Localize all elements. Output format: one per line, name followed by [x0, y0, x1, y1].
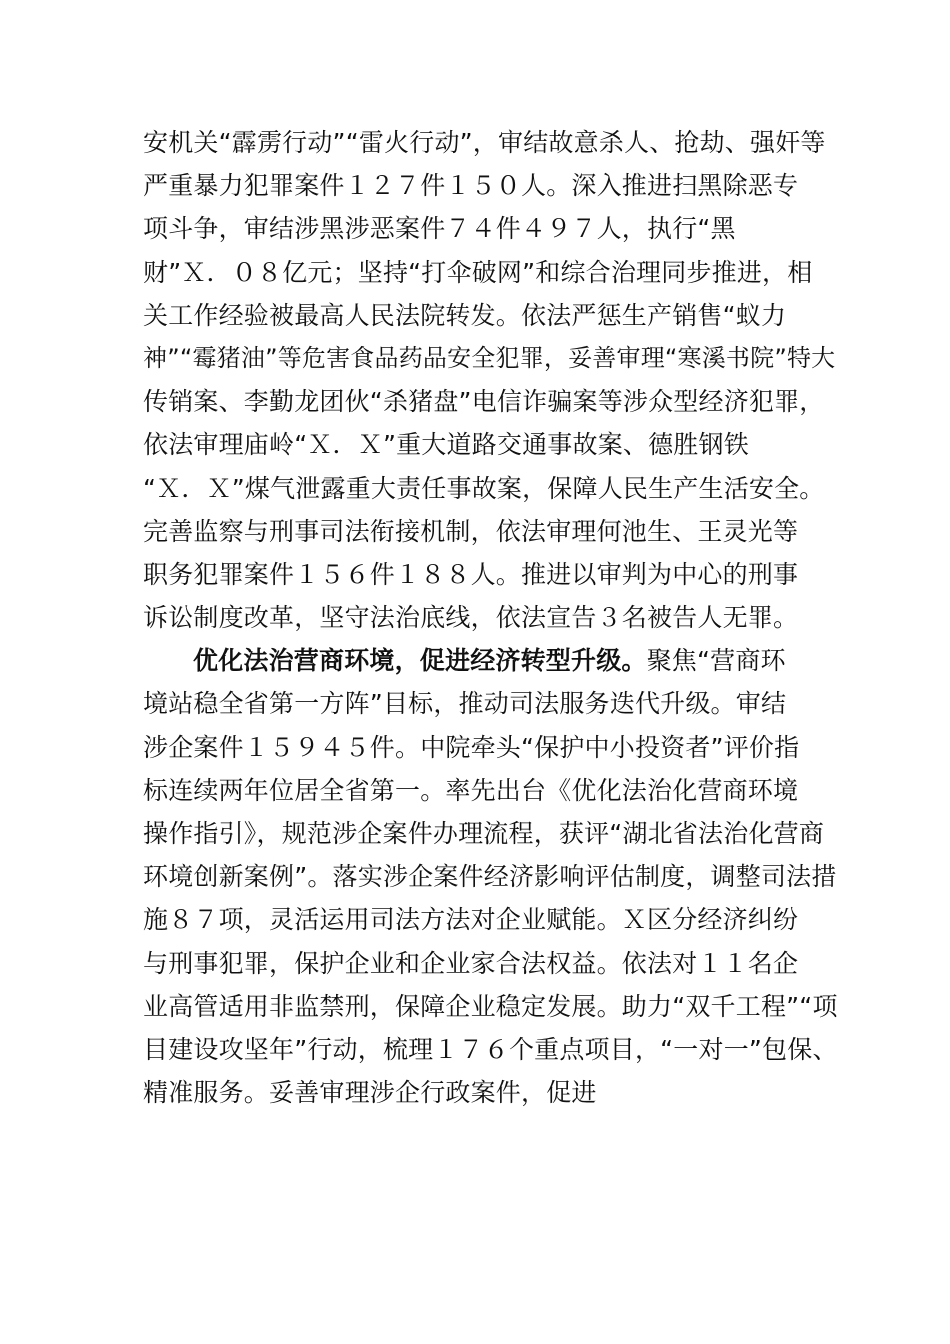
text-line: 标连续两年位居全省第一。率先出台《优化法治化营商环境 [143, 775, 799, 805]
text-line: 完善监察与刑事司法衔接机制，依法审理何池生、王灵光等 [143, 516, 799, 546]
text-line: 施８７项，灵活运用司法方法对企业赋能。Ｘ区分经济纠纷 [143, 905, 799, 935]
text-line: “Ｘ．Ｘ”煤气泄露重大责任事故案，保障人民生产生活安全。 [143, 473, 825, 503]
text-line: 项斗争，审结涉黑涉恶案件７４件４９７人，执行“黑 [143, 214, 736, 244]
text-line: 诉讼制度改革，坚守法治底线，依法宣告３名被告人无罪。 [143, 603, 799, 633]
text-line: 财”Ｘ．０８亿元；坚持“打伞破网”和综合治理同步推进，相 [143, 257, 813, 287]
paragraph-first-line [143, 639, 843, 682]
text-line: 境站稳全省第一方阵”目标，推动司法服务迭代升级。审结 [143, 689, 787, 719]
text-line: 目建设攻坚年”行动，梳理１７６个重点项目，“一对一”包保、 [143, 1034, 838, 1064]
text-line: 环境创新案例”。落实涉企案件经济影响评估制度，调整司法措 [143, 862, 837, 892]
text-line: 职务犯罪案件１５６件１８８人。推进以审判为中心的刑事 [143, 559, 799, 589]
text-line: 操作指引》，规范涉企案件办理流程，获评“湖北省法治化营商 [143, 819, 825, 848]
paragraph-heading: 优化法治营商环境，促进经济转型升级。 [193, 646, 647, 676]
text-line: 业高管适用非监禁刑，保障企业稳定发展。助力“双千工程”“项 [143, 991, 838, 1021]
text-line: 涉企案件１５９４５件。中院牵头“保护中小投资者”评价指 [143, 732, 800, 762]
text-line: 与刑事犯罪，保护企业和企业家合法权益。依法对１１名企 [143, 948, 799, 978]
document-body [143, 121, 843, 1114]
text-line: 严重暴力犯罪案件１２７件１５０人。深入推进扫黑除恶专 [143, 171, 799, 201]
text-line: 关工作经验被最高人民法院转发。依法严惩生产销售“蚁力 [143, 300, 787, 330]
paragraph-criminal-trials [143, 121, 843, 639]
text-line: 神”“霉猪油”等危害食品药品安全犯罪，妥善审理“寒溪书院”特大 [143, 343, 836, 372]
paragraph-first-line-text: 聚焦“营商环 [646, 646, 786, 676]
text-line: 传销案、李勤龙团伙“杀猪盘”电信诈骗案等涉众型经济犯罪， [143, 387, 825, 417]
text-line: 依法审理庙岭“Ｘ．Ｘ”重大道路交通事故案、德胜钢铁 [143, 430, 749, 460]
text-line: 精准服务。妥善审理涉企行政案件，促进 [143, 1078, 597, 1108]
text-line: 安机关“霹雳行动”“雷火行动”，审结故意杀人、抢劫、强奸等 [143, 128, 826, 157]
paragraph-business-environment [143, 639, 843, 1114]
